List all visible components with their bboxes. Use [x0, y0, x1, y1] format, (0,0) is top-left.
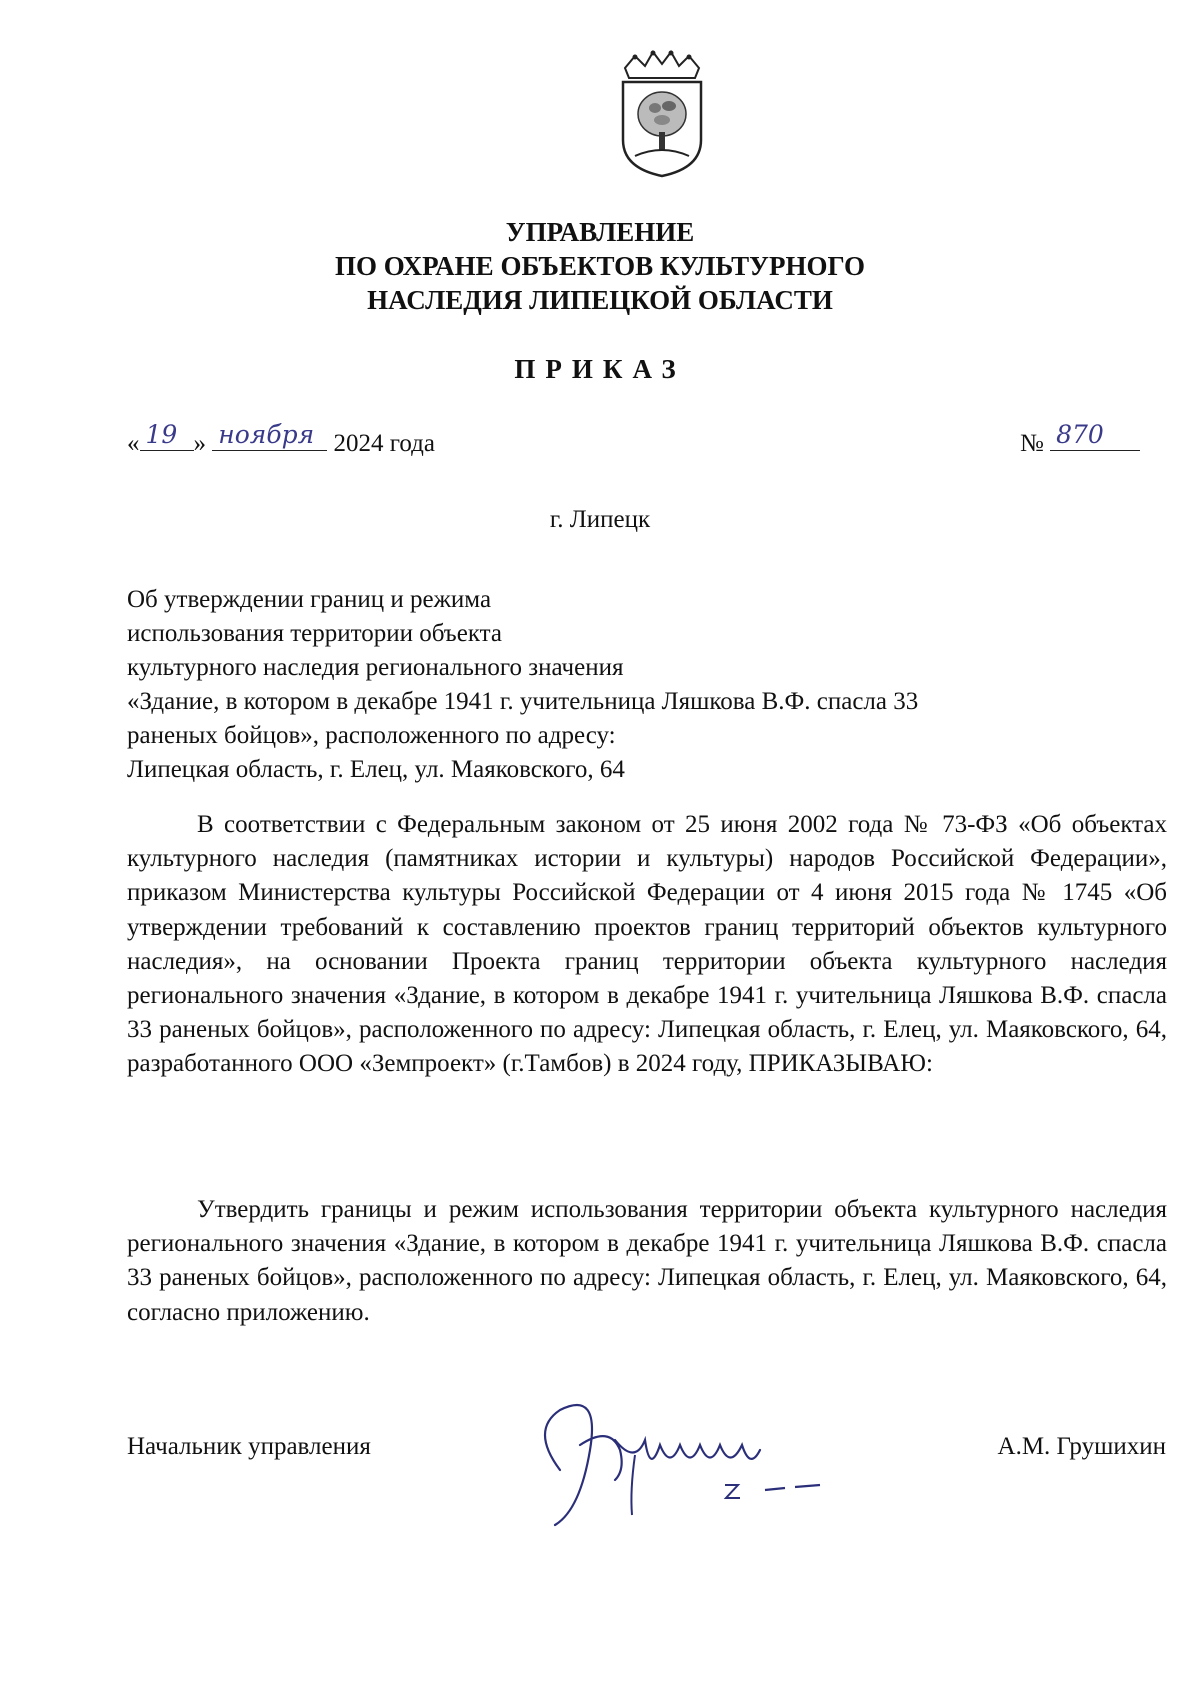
day-blank [140, 420, 194, 451]
organization-header [200, 215, 1000, 317]
subject-line-5: раненых бойцов», расположенного по адресу: [127, 722, 616, 749]
order-number [1020, 420, 1140, 458]
handwritten-signature-icon [520, 1390, 850, 1530]
month-blank [212, 420, 327, 451]
order-date [127, 420, 435, 458]
subject-line-2: использования территории объекта [127, 620, 502, 647]
document-type-title: ПРИКАЗ [514, 354, 686, 384]
number-blank [1050, 420, 1140, 451]
number-label: № [1020, 430, 1044, 457]
organization-line-3: НАСЛЕДИЯ ЛИПЕЦКОЙ ОБЛАСТИ [367, 285, 833, 315]
date-close-quote: » [193, 430, 206, 457]
year-text: 2024 года [333, 430, 435, 457]
subject-line-1: Об утверждении границ и режима [127, 586, 492, 613]
order-subject [127, 583, 1027, 787]
subject-line-4: «Здание, в котором в декабре 1941 г. учительница Ляшкова В.Ф. спасла 33 [127, 688, 919, 715]
subject-line-6: Липецкая область, г. Елец, ул. Маяковского, 64 [127, 756, 625, 783]
subject-line-3: культурного наследия регионального значения [127, 654, 624, 681]
signatory-role: Начальник управления [127, 1433, 371, 1460]
day-handwritten: 19 [145, 420, 178, 449]
date-open-quote: « [127, 430, 140, 457]
month-handwritten: ноября [218, 420, 315, 449]
body-paragraph-1: В соответствии с Федеральным законом от 25 июня 2002 года № 73-ФЗ «Об объектах культурного наследия (памятниках истории и культуры) народов Российской Федерации», приказом Министерства культуры Российской Федерации от 4 июня 2015 года № 1745 «Об утверждении требований к составлению проектов границ территорий объектов культурного наследия», на основании Проекта границ территории объекта культурного наследия регионального значения «Здание, в котором в декабре 1941 г. учительница Ляшкова В.Ф. спасла 33 раненых бойцов», расположенного по адресу: Липецкая область, г. Елец, ул. Маяковского, 64, разработанного ООО «Земпроект» (г.Тамбов) в 2024 году, ПРИКАЗЫВАЮ: [127, 811, 1167, 1078]
number-handwritten: 870 [1056, 420, 1104, 449]
organization-line-1: УПРАВЛЕНИЕ [505, 217, 695, 247]
organization-line-2: ПО ОХРАНЕ ОБЪЕКТОВ КУЛЬТУРНОГО [335, 251, 865, 281]
signatory-name: А.М. Грушихин [997, 1433, 1166, 1460]
city-label: г. Липецк [549, 506, 651, 533]
coat-of-arms-icon [617, 48, 707, 180]
body-paragraph-2: Утвердить границы и режим использования территории объекта культурного наследия регионального значения «Здание, в котором в декабре 1941 г. учительница Ляшкова В.Ф. спасла 33 раненых бойцов», расположенного по адресу: Липецкая область, г. Елец, ул. Маяковского, 64, согласно приложению. [127, 1196, 1167, 1326]
